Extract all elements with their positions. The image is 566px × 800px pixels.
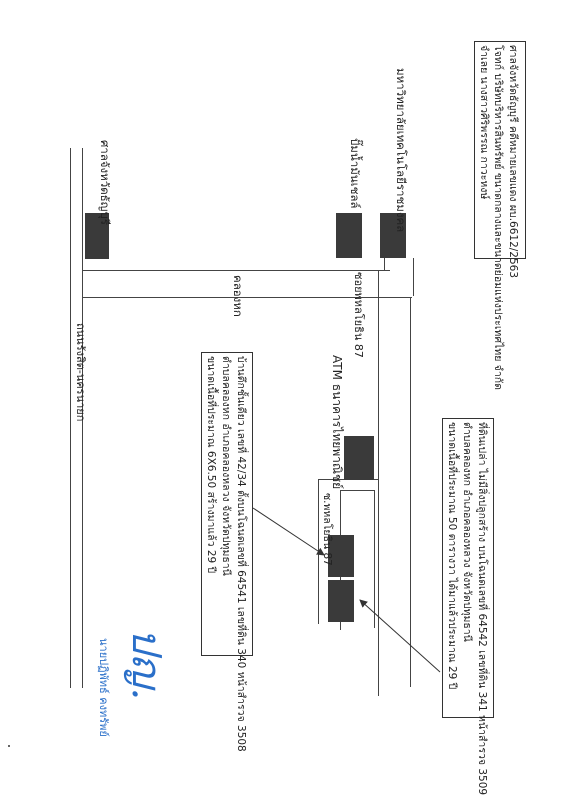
house-info-line-2: ตำบลคลองหก อำเภอคลองหลวง จังหวัดปทุมธานี xyxy=(220,356,232,576)
house-info-line-1: บ้านตึกชั้นเดียว เลขที่ 42/34 ตั้งบนโฉนดเลขที่ 64541 เลขที่ดิน 340 หน้าสำรวจ 3508 xyxy=(235,356,247,752)
land-arrow xyxy=(360,600,440,672)
house-arrow xyxy=(253,508,324,555)
atm-label: ATM ธนาคารไทยพาณิชย์ xyxy=(330,355,344,490)
soi-main-label: ซอยพหลโยธิน 87 xyxy=(352,272,365,358)
signature-name: นายปฏิพัทธ์ คงทรัพย์ xyxy=(97,638,110,737)
header-line-3: จำเลย นางสาวศิริพรรณ กาวะหงษ์ xyxy=(478,45,490,200)
canal-label: คลองหก xyxy=(231,275,245,317)
margin-dot xyxy=(8,745,10,747)
land-info-line-3: ขนาดเนื้อที่ประมาณ 50 ตารางวา ได้มาแล้วประมาณ 29 ปี xyxy=(446,422,458,690)
signature-mark: ปญ. xyxy=(123,628,169,701)
university-label: มหาวิทยาลัยเทคโนโลยีราชมงคล xyxy=(394,68,408,233)
court-label: ศาลจังหวัดธัญบุรี xyxy=(98,140,112,225)
road-main-label: ถนนรังสิต-นครนายก xyxy=(74,323,87,422)
header-line-2: โจทก์ บริษัทบริหารสินทรัพย์ ขนาดกลางและขนาดย่อมแห่งประเทศไทย จำกัด xyxy=(492,45,505,390)
land-info-line-1: ที่ดินเปล่า ไม่มีสิ่งปลูกสร้าง บนโฉนดเลขที่ 64542 เลขที่ดิน 341 หน้าสำรวจ 3509 xyxy=(476,422,488,796)
small-soi-label: ซ.พหลโยธิน 87 xyxy=(321,493,333,566)
gas-station-label: ปั๊มน้ำมันเชลล์ xyxy=(348,138,362,209)
header-line-1: ศาลจังหวัดธัญบุรี คดีหมายเลขแดง ผบ.6612/2563 xyxy=(507,45,519,279)
house-info-line-3: ขนาดเนื้อที่ประมาณ 6X6.50 สร้างมาแล้ว 29 ปี xyxy=(205,356,217,574)
land-info-line-2: ตำบลคลองหก อำเภอคลองหลวง จังหวัดปทุมธานี xyxy=(461,422,473,642)
